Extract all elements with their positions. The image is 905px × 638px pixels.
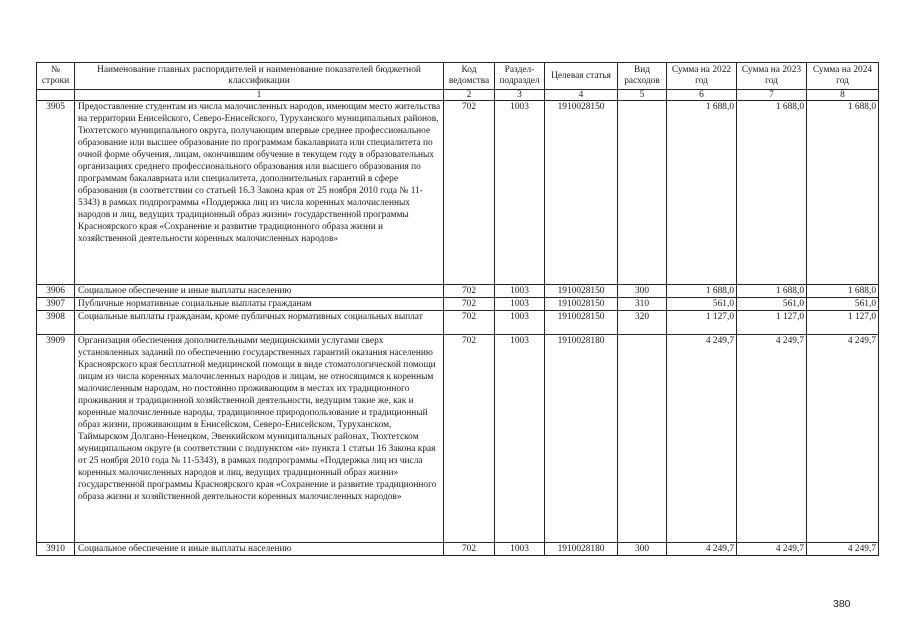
dept-code-cell: 702 <box>444 101 495 285</box>
sum-2022-cell: 4 249,7 <box>667 543 737 556</box>
column-number: 6 <box>667 90 737 101</box>
header-dept-code: Код ведомства <box>444 63 495 90</box>
budget-table <box>36 62 879 556</box>
sum-2023-cell: 1 688,0 <box>737 101 807 285</box>
expense-type-cell <box>618 335 667 543</box>
section-cell: 1003 <box>495 298 545 311</box>
target-article-cell: 1910028150 <box>545 311 618 335</box>
row-number: 3906 <box>37 285 75 298</box>
section-cell: 1003 <box>495 335 545 543</box>
expense-type-cell: 300 <box>618 543 667 556</box>
dept-code-cell: 702 <box>444 311 495 335</box>
row-number: 3908 <box>37 311 75 335</box>
sum-2022-cell: 4 249,7 <box>667 335 737 543</box>
row-description: Социальные выплаты гражданам, кроме публичных нормативных социальных выплат <box>75 311 444 335</box>
header-row-no: № строки <box>37 63 75 90</box>
table-row <box>37 298 879 311</box>
header-target: Целевая статья <box>545 63 618 90</box>
header-exp-type: Вид расходов <box>618 63 667 90</box>
sum-2024-cell: 4 249,7 <box>807 335 879 543</box>
row-number: 3905 <box>37 101 75 285</box>
row-description: Предоставление студентам из числа малочисленных народов, имеющим место жительства на территории Енисейского, Северо-Енисейского, Туруханского муниципальных районов, Тюхтетского муниципального округа, получающим впервые среднее профессиональное образование или высшее образование по программам бакалавриата или специалитета по очной форме обучения, лицам, окончившим обучение в текущем году в образовательных организациях среднего профессионального образования или высшего образования по программам бакалавриата или специалитета, дополнительных гарантий в сфере образования (в соответствии со статьей 16.3 Закона края от 25 ноября 2010 года № 11-5343) в рамках подпрограммы «Поддержка лиц из числа коренных малочисленных народов и лиц, ведущих традиционный образ жизни» государственной программы Красноярского края «Сохранение и развитие традиционного образа жизни и хозяйственной деятельности коренных малочисленных народов» <box>75 101 444 285</box>
sum-2023-cell: 561,0 <box>737 298 807 311</box>
sum-2022-cell: 1 127,0 <box>667 311 737 335</box>
row-description: Организация обеспечения дополнительными медицинскими услугами сверх установленных заданий по обеспечению государственных гарантий оказания населению Красноярского края бесплатной медицинской помощи в виде стоматологической помощи лицам из числа коренных малочисленных народов и лицам, не относящимся к коренным малочисленным народам, но постоянно проживающим в местах их традиционного проживания и традиционной хозяйственной деятельности, ведущим такие же, как и коренные малочисленные народы, традиционное природопользование и традиционный образ жизни, проживающим в Енисейском, Северо-Енисейском, Туруханском, Таймырском Долгано-Ненецком, Эвенкийском муниципальных районах, Тюхтетском муниципальном округе (в соответствии с подпунктом «и» пункта 1 статьи 16 Закона края от 25 ноября 2010 года № 11-5343), в рамках подпрограммы «Поддержка лиц из числа коренных малочисленных народов и лиц, ведущих традиционный образ жизни» государственной программы Красноярского края «Сохранение и развитие традиционного образа жизни и хозяйственной деятельности коренных малочисленных народов» <box>75 335 444 543</box>
row-number: 3909 <box>37 335 75 543</box>
expense-type-cell: 320 <box>618 311 667 335</box>
row-description: Социальное обеспечение и иные выплаты населению <box>75 285 444 298</box>
sum-2024-cell: 561,0 <box>807 298 879 311</box>
sum-2023-cell: 4 249,7 <box>737 335 807 543</box>
dept-code-cell: 702 <box>444 335 495 543</box>
header-name: Наименование главных распорядителей и наименование показателей бюджетной классификации <box>75 63 444 90</box>
row-number: 3910 <box>37 543 75 556</box>
header-row <box>37 63 879 90</box>
expense-type-cell: 300 <box>618 285 667 298</box>
column-number: 3 <box>495 90 545 101</box>
target-article-cell: 1910028150 <box>545 298 618 311</box>
section-cell: 1003 <box>495 285 545 298</box>
section-cell: 1003 <box>495 311 545 335</box>
target-article-cell: 1910028150 <box>545 101 618 285</box>
dept-code-cell: 702 <box>444 298 495 311</box>
sum-2022-cell: 1 688,0 <box>667 285 737 298</box>
column-number: 4 <box>545 90 618 101</box>
table-row <box>37 311 879 335</box>
sum-2023-cell: 4 249,7 <box>737 543 807 556</box>
sum-2023-cell: 1 688,0 <box>737 285 807 298</box>
table-row <box>37 285 879 298</box>
table-row <box>37 101 879 285</box>
header-sum-2022: Сумма на 2022 год <box>667 63 737 90</box>
page-number: 380 <box>833 598 851 610</box>
sum-2022-cell: 1 688,0 <box>667 101 737 285</box>
dept-code-cell: 702 <box>444 285 495 298</box>
column-number: 7 <box>737 90 807 101</box>
section-cell: 1003 <box>495 543 545 556</box>
header-sum-2023: Сумма на 2023 год <box>737 63 807 90</box>
column-number-row <box>37 90 879 101</box>
column-number: 1 <box>75 90 444 101</box>
header-section: Раздел-подраздел <box>495 63 545 90</box>
target-article-cell: 1910028150 <box>545 285 618 298</box>
expense-type-cell: 310 <box>618 298 667 311</box>
sum-2024-cell: 4 249,7 <box>807 543 879 556</box>
column-number: 5 <box>618 90 667 101</box>
sum-2023-cell: 1 127,0 <box>737 311 807 335</box>
sum-2024-cell: 1 127,0 <box>807 311 879 335</box>
row-description: Социальное обеспечение и иные выплаты населению <box>75 543 444 556</box>
sum-2024-cell: 1 688,0 <box>807 101 879 285</box>
target-article-cell: 1910028180 <box>545 335 618 543</box>
target-article-cell: 1910028180 <box>545 543 618 556</box>
row-description: Публичные нормативные социальные выплаты гражданам <box>75 298 444 311</box>
dept-code-cell: 702 <box>444 543 495 556</box>
row-number: 3907 <box>37 298 75 311</box>
column-number: 2 <box>444 90 495 101</box>
table-row <box>37 543 879 556</box>
column-number <box>37 90 75 101</box>
sum-2024-cell: 1 688,0 <box>807 285 879 298</box>
table-row <box>37 335 879 543</box>
sum-2022-cell: 561,0 <box>667 298 737 311</box>
column-number: 8 <box>807 90 879 101</box>
section-cell: 1003 <box>495 101 545 285</box>
header-sum-2024: Сумма на 2024 год <box>807 63 879 90</box>
expense-type-cell <box>618 101 667 285</box>
